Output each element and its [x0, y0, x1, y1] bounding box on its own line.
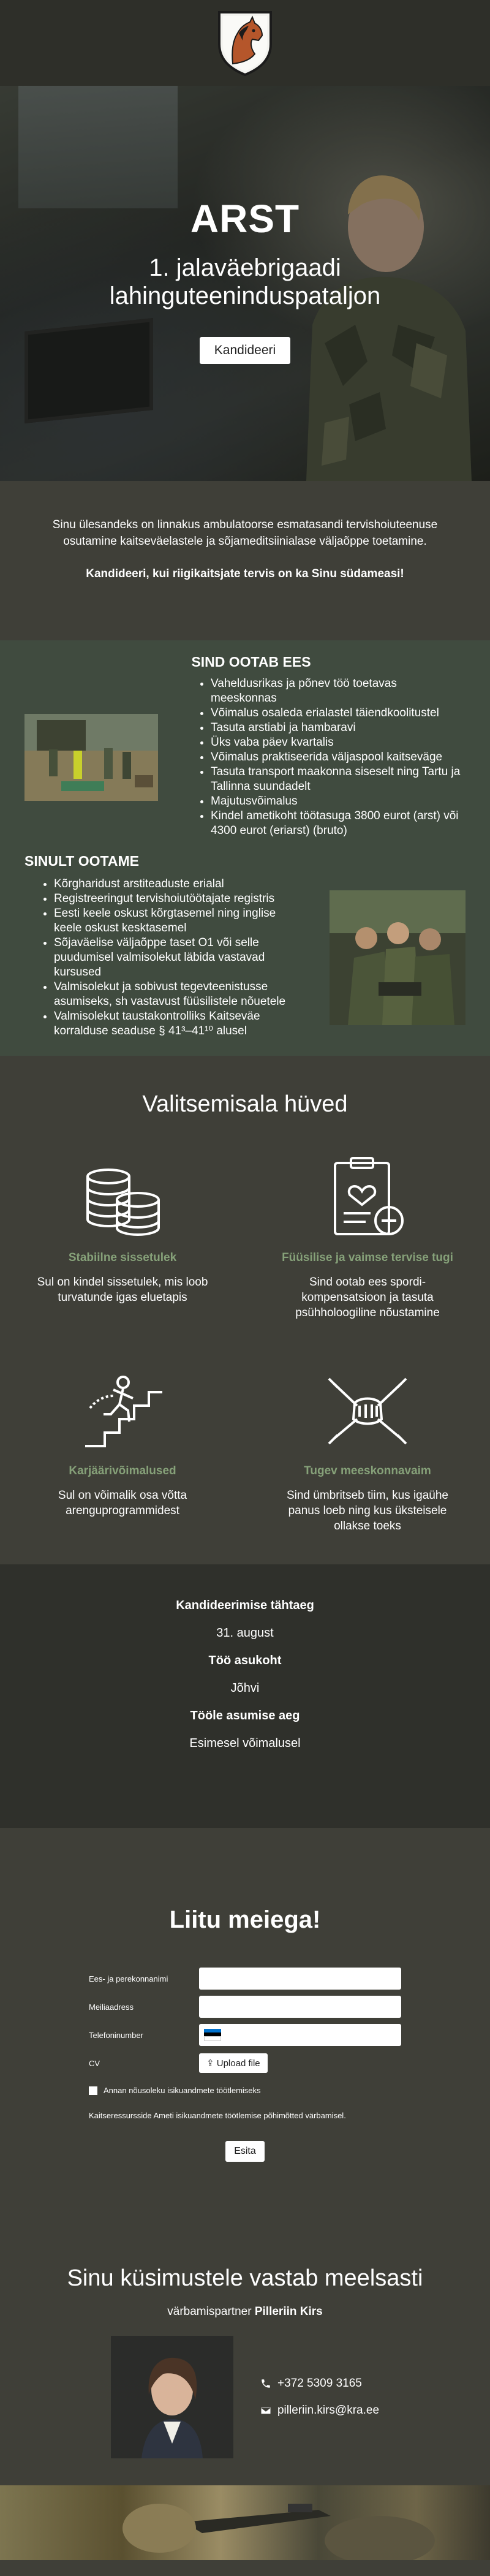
privacy-policy-link[interactable]: Kaitseressursside Ameti isikuandmete töötlemise põhimõtted värbamisel.	[89, 2111, 346, 2120]
offer-photo	[24, 714, 158, 801]
contact-name: Pilleriin Kirs	[254, 2305, 323, 2318]
start-label: Tööle asumise aeg	[190, 1709, 300, 1722]
list-item: • Tasuta arstiabi ja hambaravi	[211, 721, 466, 735]
form-title: Liitu meiega!	[169, 1906, 321, 1933]
estonia-flag-icon[interactable]	[204, 2029, 221, 2041]
benefit-title: Tugev meeskonnavaim	[304, 1464, 431, 1477]
contact-phone[interactable]	[260, 2370, 379, 2397]
list-item: • Sõjaväelise väljaõppe taset O1 või selle puudumisel valmisolekut läbida vastavad kursused	[54, 936, 300, 980]
benefit-text: Sind ootab ees spordi-kompensatsioon ja tasuta psühholoogiline nõustamine	[295, 1276, 440, 1319]
footer-image	[0, 2485, 490, 2560]
career-stairs-icon	[77, 1365, 168, 1457]
benefit-text: Sind ümbritseb tiim, kus igaühe panus loeb ning kus üksteisele ollakse toeks	[286, 1489, 448, 1532]
list-item: • Kõrgharidust arstiteaduste erialal	[54, 877, 300, 892]
recruiter-photo-icon	[111, 2336, 233, 2458]
phone-field	[199, 2024, 401, 2046]
horse-shield-logo-icon[interactable]	[214, 9, 276, 77]
upload-file-button[interactable]	[199, 2053, 268, 2073]
list-item: • Võimalus praktiseerida väljaspool kaitseväge	[211, 750, 466, 765]
application-form	[89, 1964, 401, 2162]
phone-icon	[260, 2378, 271, 2389]
offer-row	[24, 676, 466, 838]
list-item: • Registreeringut tervishoiutöötajate registris	[54, 892, 300, 906]
benefit-card	[245, 1365, 490, 1549]
contact-email[interactable]	[260, 2397, 379, 2424]
deadline-value: 31. august	[216, 1626, 274, 1640]
list-item: • Eesti keele oskust kõrgtasemel ning inglise keele oskust kesktasemel	[54, 906, 300, 936]
benefit-card	[0, 1152, 245, 1365]
envelope-icon	[260, 2405, 271, 2416]
contact-row	[0, 2336, 490, 2458]
contact-subtitle	[0, 2305, 490, 2319]
benefit-title: Karjäärivõimalused	[69, 1464, 176, 1477]
location-label: Töö asukoht	[208, 1654, 282, 1667]
form-row	[89, 1993, 401, 2021]
contact-role: värbamispartner	[167, 2305, 252, 2318]
deadline-label: Kandideerimise tähtaeg	[176, 1599, 314, 1612]
offer-title: SIND OOTAB EES	[191, 654, 311, 670]
benefits-title: Valitsemisala hüved	[142, 1091, 348, 1117]
benefit-title: Stabiilne sissetulek	[68, 1251, 177, 1264]
needs-title: SINULT OOTAME	[24, 853, 139, 869]
contact-title: Sinu küsimustele vastab meelsasti	[67, 2265, 423, 2291]
upload-icon: ⇪	[206, 2058, 217, 2069]
list-item: • Vaheldusrikas ja põnev töö toetavas meeskonnas	[211, 676, 466, 706]
start-value: Esimesel võimalusel	[189, 1737, 301, 1750]
top-bar	[0, 0, 490, 86]
upload-label: Upload file	[216, 2058, 260, 2069]
intro-section	[0, 481, 490, 640]
benefit-card	[245, 1152, 490, 1365]
intro-text: Sinu ülesandeks on linnakus ambulatoorse esmatasandi tervishoiuteenuse osutamine kaitseväelastele ja sõjameditsiinialase väljaõppe toetamine.	[52, 518, 438, 548]
location-value: Jõhvi	[230, 1681, 260, 1695]
needs-list	[40, 877, 300, 1039]
consent-row	[89, 2086, 401, 2095]
phone-label: Telefoninumber	[89, 2030, 143, 2040]
email-label: Meiliaadress	[89, 2002, 134, 2012]
name-label: Ees- ja perekonnanimi	[89, 1974, 168, 1983]
list-item: • Üks vaba päev kvartalis	[211, 735, 466, 750]
list-item: • Kindel ametikoht töötasuga 3800 eurot (arst) või 4300 eurot (eriarst) (bruto)	[211, 809, 466, 838]
intro-call-to-action: Kandideeri, kui riigikaitsjate tervis on ka Sinu südameasi!	[86, 567, 404, 580]
list-item: • Võimalus osaleda erialastel täiendkoolitustel	[211, 706, 466, 721]
form-row	[89, 1964, 401, 1993]
clipboard-health-icon	[322, 1152, 413, 1244]
list-item: • Tasuta transport maakonna siseselt ning Tartu ja Tallinna suundadelt	[211, 765, 466, 794]
soldiers-training-photo-icon	[24, 714, 158, 801]
hero-section	[0, 86, 490, 481]
list-item: • Valmisolekut ja sobivust tegevteenistusse asumiseks, sh vastavust füüsilistele nõuetele	[54, 980, 300, 1009]
contact-info	[260, 2336, 379, 2458]
submit-button[interactable]: Esita	[225, 2141, 265, 2162]
soldier-rifle-photo-icon	[0, 2485, 490, 2560]
consent-label: Annan nõusoleku isikuandmete töötlemiseks	[104, 2086, 261, 2095]
offer-list	[197, 676, 466, 838]
recruiter-portrait	[111, 2336, 233, 2458]
consent-checkbox[interactable]	[89, 2086, 97, 2095]
benefits-grid	[0, 1152, 490, 1549]
contact-section	[0, 2265, 490, 2485]
benefits-section	[0, 1056, 490, 1564]
email-input[interactable]	[199, 1996, 401, 2018]
form-row	[89, 2021, 401, 2049]
job-meta-section	[0, 1564, 490, 1828]
benefit-text: Sul on kindel sissetulek, mis loob turvatunde igas eluetapis	[37, 1276, 208, 1304]
job-title: ARST	[190, 197, 300, 241]
needs-photo	[330, 890, 466, 1025]
benefit-title: Füüsilise ja vaimse tervise tugi	[282, 1251, 453, 1264]
name-input[interactable]	[199, 1968, 401, 1990]
phone-input[interactable]	[221, 2025, 393, 2045]
unit-name: 1. jalaväebrigaadi lahinguteeninduspataljon	[109, 254, 381, 309]
soldiers-medical-photo-icon	[330, 890, 466, 1025]
benefit-text: Sul on võimalik osa võtta arenguprogrammidest	[58, 1489, 187, 1517]
info-section	[0, 640, 490, 1056]
hero-content	[0, 86, 490, 481]
team-hands-icon	[322, 1365, 413, 1457]
cv-label: CV	[89, 2058, 100, 2068]
apply-button[interactable]: Kandideeri	[200, 337, 290, 364]
benefit-card	[0, 1365, 245, 1549]
phone-number: +372 5309 3165	[277, 2377, 362, 2390]
list-item: • Majutusvõimalus	[211, 794, 466, 809]
list-item: • Valmisolekut taustakontrolliks Kaitseväe korralduse seaduse § 41³–41¹⁰ alusel	[54, 1009, 300, 1039]
coins-icon	[77, 1152, 168, 1244]
application-form-section	[0, 1828, 490, 2265]
email-address: pilleriin.kirs@kra.ee	[277, 2404, 380, 2417]
needs-row	[24, 877, 466, 1039]
form-row	[89, 2049, 401, 2077]
